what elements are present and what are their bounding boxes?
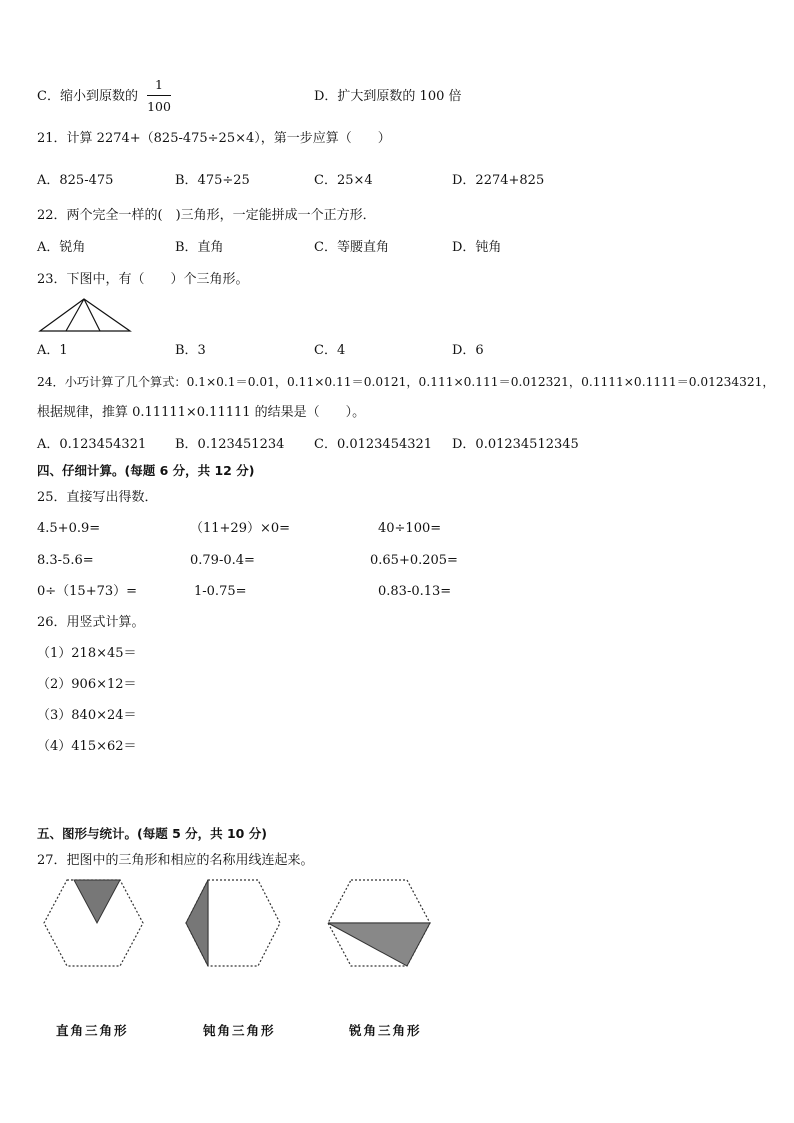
- q22-option-d: D．钝角: [452, 240, 502, 255]
- q20-option-d: D．扩大到原数的 100 倍: [314, 89, 462, 104]
- q20-fraction-numerator: 1: [155, 77, 163, 92]
- q27-label-acute-triangle: 锐角三角形: [349, 1023, 422, 1038]
- q23-stem: 23．下图中，有（ ）个三角形。: [37, 272, 249, 287]
- q27-stem: 27．把图中的三角形和相应的名称用线连起来。: [37, 853, 314, 868]
- q23-option-c: C．4: [314, 343, 346, 358]
- q26-item: （2）906×12＝: [37, 677, 137, 692]
- q21-option-a: A．825-475: [37, 173, 114, 188]
- q20-fraction-denominator: 100: [147, 99, 171, 114]
- q27-hexagon-1: [42, 878, 146, 970]
- q22-option-b: B．直角: [175, 240, 224, 255]
- q22-option-a: A．锐角: [37, 240, 86, 255]
- q21-stem: 21．计算 2274+（825-475÷25×4），第一步应算（ ）: [37, 131, 391, 146]
- q25-item: 8.3-5.6=: [37, 553, 94, 568]
- q24-option-c: C．0.0123454321: [314, 437, 433, 452]
- q25-item: 40÷100=: [378, 521, 442, 536]
- q25-stem: 25．直接写出得数．: [37, 490, 158, 505]
- q24-option-b: B．0.123451234: [175, 437, 285, 452]
- q26-stem: 26．用竖式计算。: [37, 615, 145, 630]
- q23-option-b: B．3: [175, 343, 206, 358]
- q27-label-obtuse-triangle: 钝角三角形: [203, 1023, 276, 1038]
- q24-option-d: D．0.01234512345: [452, 437, 579, 452]
- q27-hexagon-3: [326, 878, 432, 970]
- q23-option-d: D．6: [452, 343, 484, 358]
- q23-triangle-figure: [38, 297, 134, 333]
- q24-option-a: A．0.123454321: [37, 437, 147, 452]
- q27-hexagon-2: [184, 878, 282, 970]
- q25-item: 0.65+0.205=: [370, 553, 458, 568]
- section-5-heading: 五、图形与统计。(每题 5 分，共 10 分): [37, 826, 267, 841]
- q20-option-c: C．缩小到原数的: [37, 89, 138, 104]
- q25-item: 0.83-0.13=: [378, 584, 452, 599]
- q21-option-c: C．25×4: [314, 173, 373, 188]
- q25-item: （11+29）×0=: [190, 521, 291, 536]
- q21-option-d: D．2274+825: [452, 173, 545, 188]
- q24-stem-line2: 根据规律，推算 0.11111×0.11111 的结果是（ ）。: [37, 405, 366, 420]
- q26-item: （3）840×24＝: [37, 708, 137, 723]
- q25-item: 4.5+0.9=: [37, 521, 101, 536]
- q22-option-c: C．等腰直角: [314, 240, 389, 255]
- q25-item: 1-0.75=: [194, 584, 247, 599]
- q27-label-right-triangle: 直角三角形: [56, 1023, 129, 1038]
- q24-stem-line1: 24．小巧计算了几个算式：0.1×0.1＝0.01，0.11×0.11＝0.0121，0.111×0.111＝0.012321，0.1111×0.1111＝0.01234321，: [37, 375, 775, 389]
- q20-fraction-bar: [147, 95, 171, 96]
- section-4-heading: 四、仔细计算。(每题 6 分，共 12 分): [37, 463, 255, 478]
- q21-option-b: B．475÷25: [175, 173, 250, 188]
- q23-option-a: A．1: [37, 343, 68, 358]
- q25-item: 0.79-0.4=: [190, 553, 255, 568]
- q26-item: （1）218×45＝: [37, 646, 137, 661]
- q26-item: （4）415×62＝: [37, 739, 137, 754]
- q22-stem: 22．两个完全一样的( )三角形，一定能拼成一个正方形．: [37, 208, 376, 223]
- q25-item: 0÷（15+73）=: [37, 584, 138, 599]
